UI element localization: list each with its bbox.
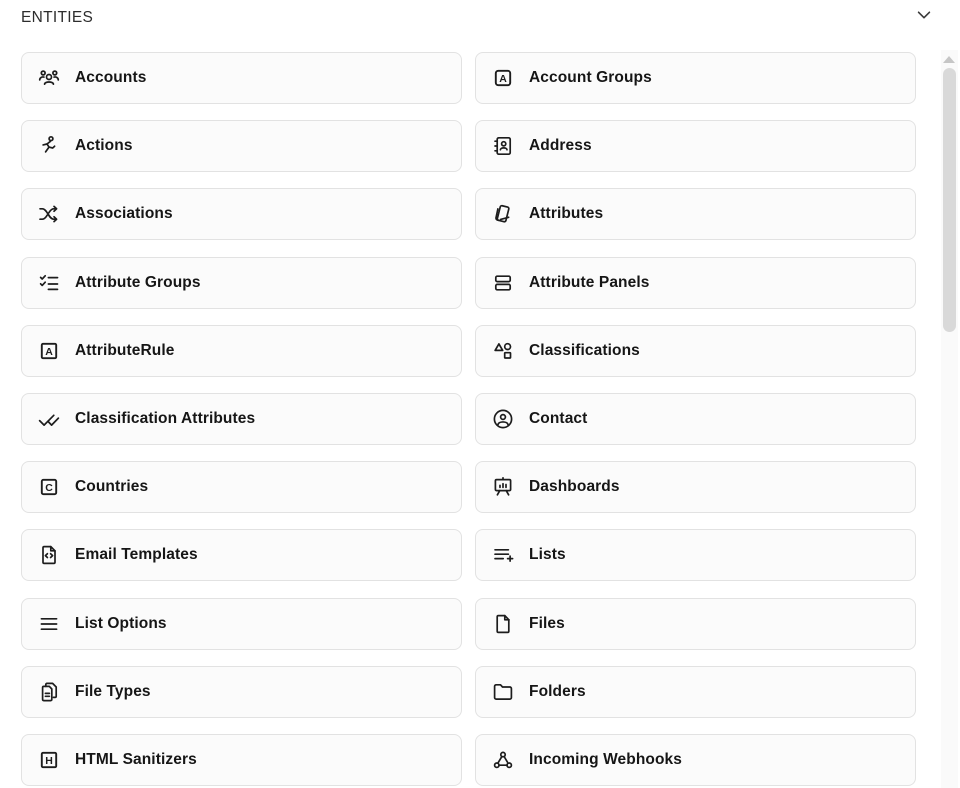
entity-label: Attributes (529, 205, 604, 223)
entity-card-associations[interactable] (21, 188, 462, 240)
entity-label: Account Groups (529, 69, 652, 86)
entity-label: Dashboards (529, 478, 620, 496)
section-title: ENTITIES (21, 9, 94, 26)
swatch-icon (491, 202, 515, 226)
entity-card-html-sanitizers[interactable] (21, 734, 462, 786)
entity-label: Attribute Groups (75, 273, 201, 291)
svg-text:C: C (45, 481, 53, 494)
shapes-icon (491, 339, 515, 363)
shuffle-icon (37, 202, 61, 226)
entity-card-classification-attributes[interactable] (21, 393, 462, 445)
file-code-icon (37, 543, 61, 567)
entity-label: Classification Attributes (75, 409, 256, 427)
menu-lines-icon (37, 612, 61, 636)
webhook-icon (491, 748, 515, 772)
person-circle-icon (491, 407, 515, 431)
folder-icon (491, 680, 515, 704)
letter-c-box-icon (37, 475, 61, 499)
entity-label: File Types (75, 682, 151, 700)
entities-grid (21, 52, 916, 786)
entity-card-actions[interactable] (21, 120, 462, 172)
entity-label: AttributeRule (75, 341, 175, 359)
svg-text:A: A (499, 72, 507, 85)
entity-card-dashboards[interactable] (475, 461, 916, 513)
chevron-down-icon[interactable] (911, 2, 937, 28)
entity-card-files[interactable] (475, 598, 916, 650)
entity-label: List Options (75, 614, 167, 632)
double-check-icon (37, 407, 61, 431)
entity-card-email-templates[interactable] (21, 529, 462, 581)
entity-label: HTML Sanitizers (75, 750, 197, 768)
presentation-chart-icon (491, 475, 515, 499)
entity-label: Address (529, 137, 592, 155)
entity-label: Associations (75, 205, 173, 223)
entity-card-attribute-panels[interactable] (475, 257, 916, 309)
entity-card-attribute-groups[interactable] (21, 257, 462, 309)
entity-label: Files (529, 614, 565, 632)
entity-card-lists[interactable] (475, 529, 916, 581)
letter-a-box-icon (491, 66, 515, 90)
svg-text:H: H (45, 754, 53, 767)
entity-card-classifications[interactable] (475, 325, 916, 377)
running-person-icon (37, 134, 61, 158)
entity-card-file-types[interactable] (21, 666, 462, 718)
entity-label: Contact (529, 409, 588, 427)
entity-label: Accounts (75, 69, 147, 86)
playlist-add-icon (491, 543, 515, 567)
entity-card-contact[interactable] (475, 393, 916, 445)
scrollbar-thumb[interactable] (943, 68, 956, 332)
entity-card-folders[interactable] (475, 666, 916, 718)
scrollbar-up-arrow-icon[interactable] (943, 56, 955, 63)
entity-label: Countries (75, 478, 149, 496)
entity-label: Email Templates (75, 546, 198, 564)
stacked-panels-icon (491, 271, 515, 295)
entity-card-countries[interactable] (21, 461, 462, 513)
entity-card-account-groups[interactable] (475, 52, 916, 104)
entity-card-list-options[interactable] (21, 598, 462, 650)
file-copies-icon (37, 680, 61, 704)
file-icon (491, 612, 515, 636)
entity-label: Actions (75, 137, 133, 155)
entity-label: Incoming Webhooks (529, 750, 682, 768)
entity-label: Attribute Panels (529, 273, 650, 291)
entity-label: Classifications (529, 341, 640, 359)
entity-card-incoming-webhooks[interactable] (475, 734, 916, 786)
entity-card-attributes[interactable] (475, 188, 916, 240)
checklist-icon (37, 271, 61, 295)
address-book-icon (491, 134, 515, 158)
entity-card-address[interactable] (475, 120, 916, 172)
letter-a-square-icon (37, 339, 61, 363)
scrollbar[interactable] (941, 50, 958, 788)
entity-card-attributerule[interactable] (21, 325, 462, 377)
entity-label: Lists (529, 546, 566, 564)
svg-text:A: A (45, 345, 53, 358)
letter-h-box-icon (37, 748, 61, 772)
entity-label: Folders (529, 682, 586, 700)
groups-icon (37, 66, 61, 90)
entity-card-accounts[interactable] (21, 52, 462, 104)
